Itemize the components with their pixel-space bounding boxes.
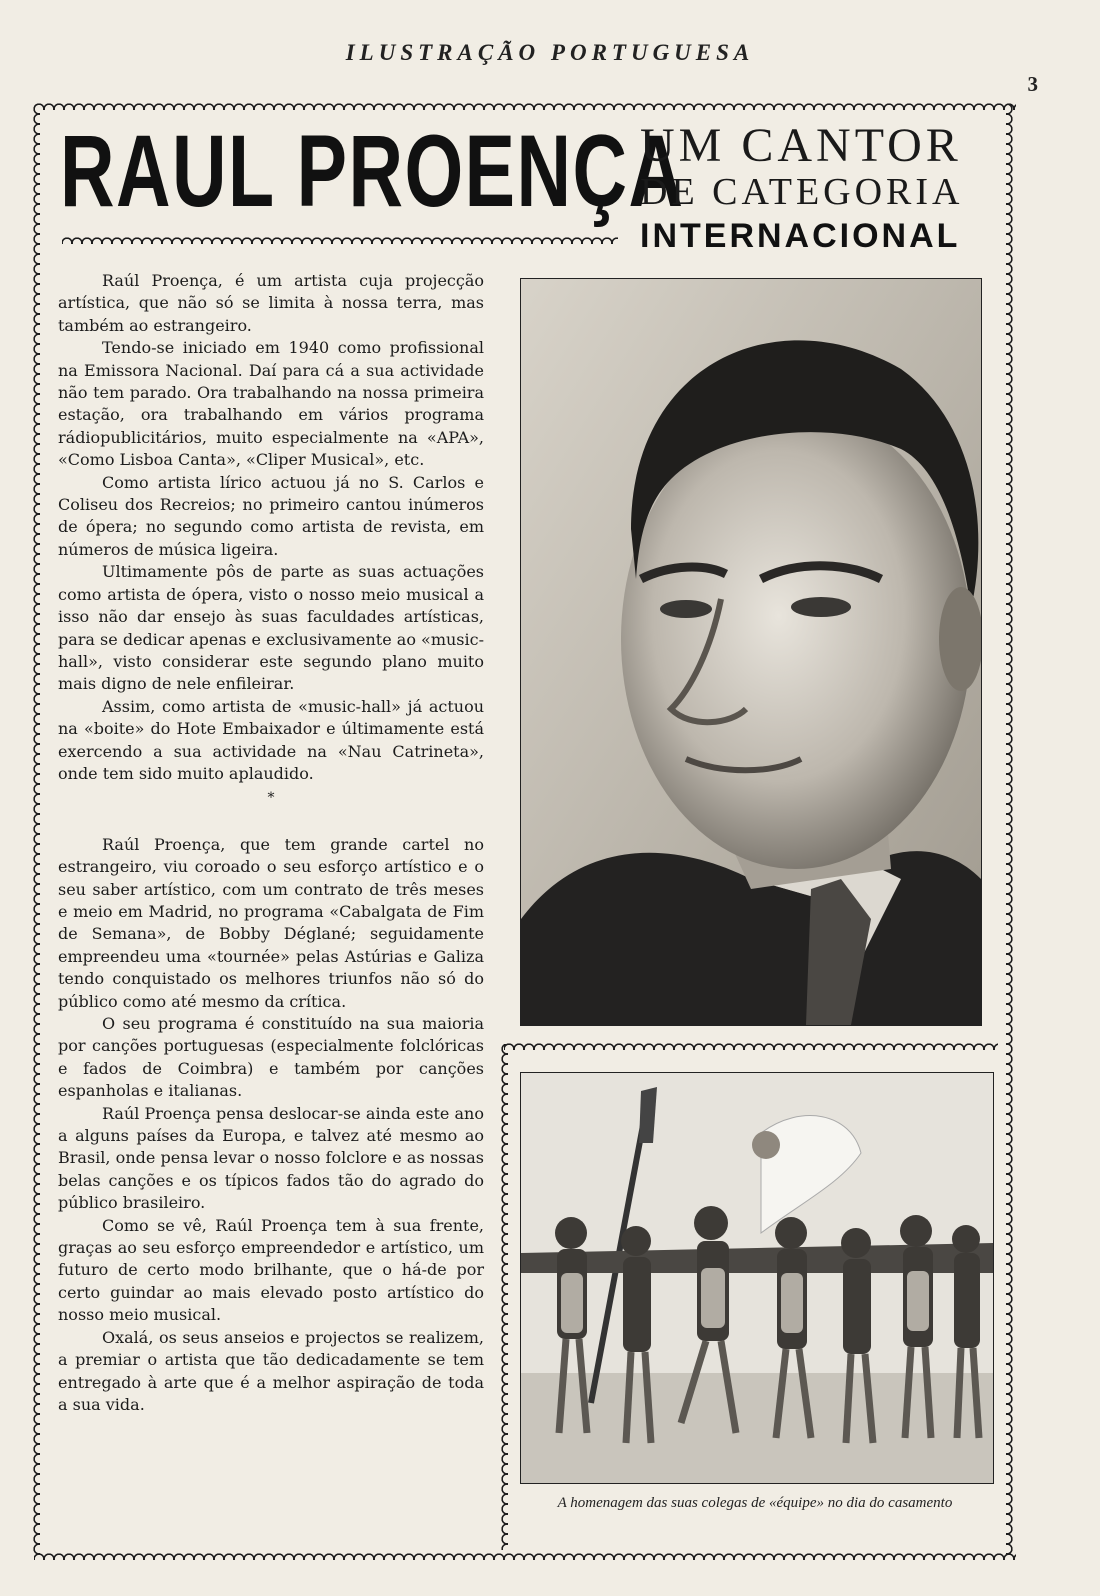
group-illustration <box>521 1073 993 1483</box>
magazine-masthead: ILUSTRAÇÃO PORTUGUESA <box>345 40 755 65</box>
article-paragraph: Raúl Proença, é um artista cuja projecção artística, que não só se limita à nossa terra, mas também ao estrangeiro. <box>58 271 484 335</box>
headline-wave-rule <box>62 234 618 244</box>
photo-frame-top <box>504 1040 998 1050</box>
portrait-photo <box>520 278 982 1026</box>
subheadline-line-1: UM CANTOR <box>640 119 962 172</box>
article-paragraph: O seu programa é constituído na sua maioria por canções portuguesas (especialmente folclóricas e fados de Coimbra) e também por canções espanholas e italianas. <box>58 1014 484 1101</box>
frame-left-border <box>30 104 40 1554</box>
article-paragraph: Como se vê, Raúl Proença tem à sua frente, graças ao seu esforço empreendedor e artístico, um futuro de certo modo brilhante, que o há-de por certo guindar ao mais elevado posto artístico do nosso meio musical. <box>58 1215 484 1325</box>
section-break-asterisk: * <box>267 790 275 807</box>
group-photo <box>520 1072 994 1484</box>
photo-caption: A homenagem das suas colegas de «équipe» no dia do casamento <box>557 1495 953 1511</box>
article-paragraph: Raúl Proença pensa deslocar-se ainda este ano a alguns países da Europa, e talvez até mesmo ao Brasil, onde pensa levar o nosso folclore e as nossas belas canções e os típicos fados tão do agrado do público brasileiro. <box>58 1103 484 1213</box>
article-paragraph: Ultimamente pôs de parte as suas actuações como artista de ópera, visto o nosso meio musical a isso não dar ensejo às suas faculdades artísticas, para se dedicar apenas e exclusivamente ao «music-hall», visto considerar este segundo plano muito mais digno de nele enfileirar. <box>58 562 484 694</box>
article-headline: RAUL PROENÇA <box>60 114 685 228</box>
article-paragraph: Tendo-se iniciado em 1940 como profissional na Emissora Nacional. Daí para cá a sua actividade não tem parado. Ora trabalhando na nossa primeira estação, ora trabalhando em vários programa rádiopublicitários, muito especialmente na «APA», «Como Lisboa Canta», «Cliper Musical», etc. <box>58 338 484 470</box>
frame-bottom-border <box>34 1550 1016 1560</box>
page-number: 3 <box>1027 72 1038 96</box>
subheadline-line-2: DE CATEGORIA <box>640 171 964 213</box>
article-paragraph: Raúl Proença, que tem grande cartel no estrangeiro, viu coroado o seu esforço artístico e o seu saber artístico, com um contrato de três meses e meio em Madrid, no programa «Cabalgata de Fim de Semana», de Bobby Déglané; seguidamente empreendeu uma «tournée» pelas Astúrias e Galiza tendo conquistado os melhores triunfos não só do público como até mesmo da crítica. <box>58 834 484 1011</box>
subheadline-line-3: INTERNACIONAL <box>640 217 961 255</box>
photo-frame-left <box>498 1044 508 1550</box>
article-paragraph: Oxalá, os seus anseios e projectos se realizem, a premiar o artista que tão dedicadamente se tem entregado à arte que é a melhor aspiração de toda a sua vida. <box>58 1327 484 1414</box>
frame-right-border <box>1006 104 1016 1554</box>
frame-top-border <box>34 100 1016 110</box>
article-body <box>58 270 484 1416</box>
article-paragraph: Como artista lírico actuou já no S. Carlos e Coliseu dos Recreios; no primeiro cantou inúmeros de ópera; no segundo como artista de revista, em números de música ligeira. <box>58 472 484 559</box>
portrait-illustration <box>521 279 981 1025</box>
article-paragraph: Assim, como artista de «music-hall» já actuou na «boite» do Hote Embaixador e últimamente está exercendo a sua actividade na «Nau Catrineta», onde tem sido muito aplaudido. <box>58 696 484 783</box>
